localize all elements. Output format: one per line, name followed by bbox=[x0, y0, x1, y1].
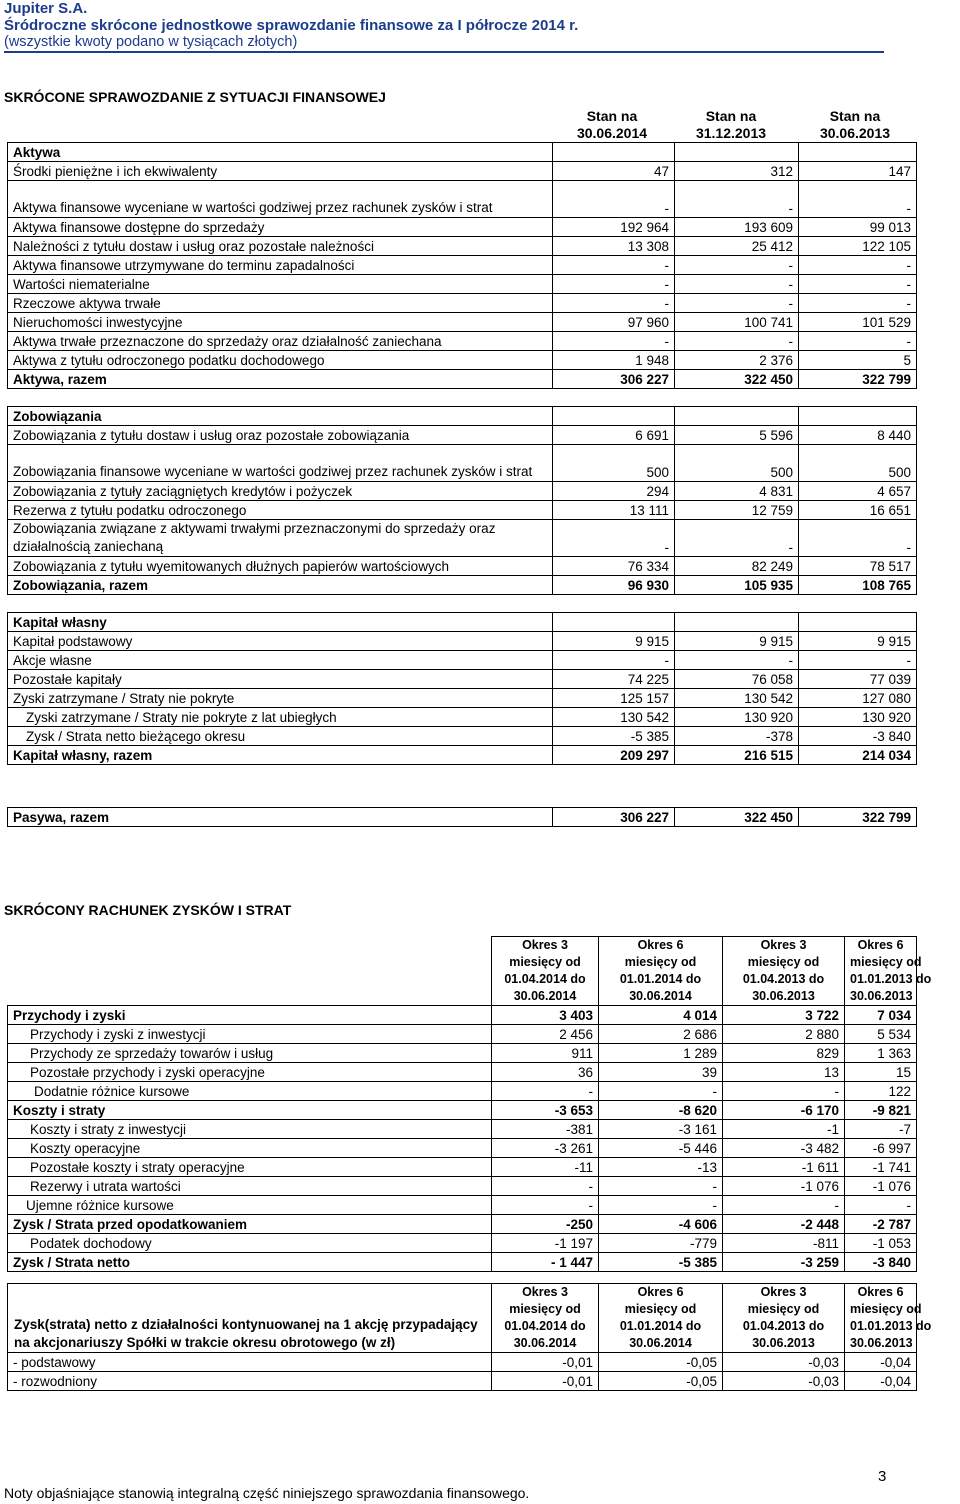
row-label: - podstawowy bbox=[8, 1353, 492, 1372]
row-value: Okres 3 miesięcy od 01.04.2014 do 30.06.2014 bbox=[492, 1284, 599, 1353]
pnl-row bbox=[8, 1082, 917, 1101]
row-value: 125 157 bbox=[553, 689, 675, 708]
row-value: 2 376 bbox=[675, 351, 799, 370]
row-value: - bbox=[492, 1196, 599, 1215]
row-value: 500 bbox=[675, 445, 799, 482]
row-value: 322 799 bbox=[799, 370, 917, 389]
row-value: 5 bbox=[799, 351, 917, 370]
row-value: -3 261 bbox=[492, 1139, 599, 1158]
pnl-row bbox=[8, 1158, 917, 1177]
balance-row bbox=[8, 445, 917, 482]
row-value: 8 440 bbox=[799, 426, 917, 445]
row-label bbox=[8, 937, 492, 1006]
row-value: -3 840 bbox=[799, 727, 917, 746]
row-value: -0,04 bbox=[845, 1372, 917, 1391]
row-value: -0,05 bbox=[599, 1353, 723, 1372]
eps-header-row bbox=[8, 1284, 917, 1353]
eps-row bbox=[8, 1372, 917, 1391]
balance-row bbox=[8, 689, 917, 708]
row-value: -2 787 bbox=[845, 1215, 917, 1234]
row-label: Wartości niematerialne bbox=[8, 275, 553, 294]
spacer-row bbox=[8, 595, 917, 613]
row-value: 122 bbox=[845, 1082, 917, 1101]
eps-table bbox=[7, 1283, 932, 1391]
row-value: 13 111 bbox=[553, 501, 675, 520]
pnl-row bbox=[8, 1139, 917, 1158]
header-rule bbox=[4, 51, 884, 53]
row-value: Okres 3 miesięcy od 01.04.2013 do 30.06.2013 bbox=[723, 1284, 845, 1353]
row-value: Okres 3 miesięcy od 01.04.2013 do 30.06.2013 bbox=[723, 937, 845, 1006]
row-value: - bbox=[492, 1177, 599, 1196]
row-value: -0,03 bbox=[723, 1372, 845, 1391]
balance-col-3: Stan na 30.06.2013 bbox=[819, 108, 891, 141]
row-value: -5 385 bbox=[599, 1253, 723, 1272]
row-value: 78 517 bbox=[799, 557, 917, 576]
row-value: -1 611 bbox=[723, 1158, 845, 1177]
row-value: - bbox=[723, 1196, 845, 1215]
row-value: 1 289 bbox=[599, 1044, 723, 1063]
row-value: -3 840 bbox=[845, 1253, 917, 1272]
row-value bbox=[553, 407, 675, 426]
row-value: -811 bbox=[723, 1234, 845, 1253]
balance-row bbox=[8, 162, 917, 181]
row-value: 306 227 bbox=[553, 808, 675, 827]
row-value: - bbox=[553, 294, 675, 313]
row-value: - bbox=[553, 256, 675, 275]
row-value: 77 039 bbox=[799, 670, 917, 689]
row-value: Okres 6 miesięcy od 01.01.2013 do 30.06.2013 bbox=[845, 1284, 917, 1353]
balance-row bbox=[8, 332, 917, 351]
pnl-row bbox=[8, 1006, 917, 1025]
row-label: Aktywa, razem bbox=[8, 370, 553, 389]
row-value: 9 915 bbox=[675, 632, 799, 651]
row-value: 193 609 bbox=[675, 218, 799, 237]
balance-col-2: Stan na 31.12.2013 bbox=[695, 108, 767, 141]
balance-col-1: Stan na 30.06.2014 bbox=[576, 108, 648, 141]
row-label bbox=[8, 389, 553, 407]
balance-row bbox=[8, 501, 917, 520]
row-value: 9 915 bbox=[799, 632, 917, 651]
row-label: Koszty i straty bbox=[8, 1101, 492, 1120]
balance-row bbox=[8, 557, 917, 576]
row-label: Należności z tytułu dostaw i usług oraz pozostałe należności bbox=[8, 237, 553, 256]
row-value bbox=[799, 613, 917, 632]
row-value: - bbox=[799, 520, 917, 557]
row-value: Okres 3 miesięcy od 01.04.2014 do 30.06.2014 bbox=[492, 937, 599, 1006]
row-value: - bbox=[675, 275, 799, 294]
row-value: Okres 6 miesięcy od 01.01.2014 do 30.06.2014 bbox=[599, 1284, 723, 1353]
row-value: -1 741 bbox=[845, 1158, 917, 1177]
report-subtitle: Śródroczne skrócone jednostkowe sprawozdanie finansowe za I półrocze 2014 r. bbox=[4, 17, 579, 34]
spacer-row bbox=[8, 765, 917, 808]
pnl-row bbox=[8, 1044, 917, 1063]
row-value: 96 930 bbox=[553, 576, 675, 595]
row-label: Zobowiązania z tytuły zaciągniętych kredytów i pożyczek bbox=[8, 482, 553, 501]
row-label: Rzeczowe aktywa trwałe bbox=[8, 294, 553, 313]
row-value: -1 197 bbox=[492, 1234, 599, 1253]
row-value bbox=[675, 613, 799, 632]
row-value: 13 308 bbox=[553, 237, 675, 256]
balance-row bbox=[8, 482, 917, 501]
row-value: Okres 6 miesięcy od 01.01.2014 do 30.06.2014 bbox=[599, 937, 723, 1006]
row-value: 16 651 bbox=[799, 501, 917, 520]
row-label: Zobowiązania z tytułu dostaw i usług oraz pozostałe zobowiązania bbox=[8, 426, 553, 445]
row-value: -0,05 bbox=[599, 1372, 723, 1391]
row-value: -1 076 bbox=[723, 1177, 845, 1196]
pnl-row bbox=[8, 1025, 917, 1044]
row-value: 216 515 bbox=[675, 746, 799, 765]
row-label: Przychody ze sprzedaży towarów i usług bbox=[8, 1044, 492, 1063]
row-value: 9 915 bbox=[553, 632, 675, 651]
row-value: - bbox=[553, 520, 675, 557]
balance-row bbox=[8, 426, 917, 445]
row-value: - bbox=[675, 651, 799, 670]
row-value: 13 bbox=[723, 1063, 845, 1082]
row-value: 1 948 bbox=[553, 351, 675, 370]
row-value: -1 053 bbox=[845, 1234, 917, 1253]
row-label: Zysk(strata) netto z działalności kontynuowanej na 1 akcję przypadający na akcjonariuszy Spółki w trakcie okresu obrotowego (w zł) bbox=[8, 1284, 492, 1353]
row-value: -6 997 bbox=[845, 1139, 917, 1158]
row-value: -9 821 bbox=[845, 1101, 917, 1120]
row-value: Okres 6 miesięcy od 01.01.2013 do 30.06.2013 bbox=[845, 937, 917, 1006]
row-label: Zobowiązania z tytułu wyemitowanych dłużnych papierów wartościowych bbox=[8, 557, 553, 576]
row-value: 829 bbox=[723, 1044, 845, 1063]
row-label: Kapitał własny, razem bbox=[8, 746, 553, 765]
row-value bbox=[553, 389, 675, 407]
row-value: 214 034 bbox=[799, 746, 917, 765]
pnl-row bbox=[8, 1196, 917, 1215]
balance-row bbox=[8, 256, 917, 275]
row-value: 15 bbox=[845, 1063, 917, 1082]
balance-row bbox=[8, 651, 917, 670]
row-value: - bbox=[599, 1082, 723, 1101]
row-label: Zyski zatrzymane / Straty nie pokryte bbox=[8, 689, 553, 708]
row-value: -11 bbox=[492, 1158, 599, 1177]
balance-row bbox=[8, 576, 917, 595]
page-number: 3 bbox=[878, 1468, 887, 1485]
row-value bbox=[553, 765, 675, 808]
row-value: -378 bbox=[675, 727, 799, 746]
row-value: -3 482 bbox=[723, 1139, 845, 1158]
row-label: Zobowiązania finansowe wyceniane w wartości godziwej przez rachunek zysków i strat bbox=[8, 445, 553, 482]
row-value: 76 058 bbox=[675, 670, 799, 689]
row-value: - bbox=[799, 332, 917, 351]
row-value bbox=[675, 143, 799, 162]
row-value: -381 bbox=[492, 1120, 599, 1139]
row-label: Aktywa trwałe przeznaczone do sprzedaży oraz działalność zaniechana bbox=[8, 332, 553, 351]
row-label: Rezerwy i utrata wartości bbox=[8, 1177, 492, 1196]
row-value: -4 606 bbox=[599, 1215, 723, 1234]
row-label: Zyski zatrzymane / Straty nie pokryte z lat ubiegłych bbox=[8, 708, 553, 727]
row-label: Koszty operacyjne bbox=[8, 1139, 492, 1158]
balance-row bbox=[8, 275, 917, 294]
row-label: Koszty i straty z inwestycji bbox=[8, 1120, 492, 1139]
balance-sheet-title: SKRÓCONE SPRAWOZDANIE Z SYTUACJI FINANSOWEJ bbox=[4, 89, 386, 105]
row-value: - bbox=[675, 256, 799, 275]
balance-row bbox=[8, 520, 917, 557]
row-value: - bbox=[492, 1082, 599, 1101]
row-label: Zysk / Strata netto bieżącego okresu bbox=[8, 727, 553, 746]
row-value: 4 831 bbox=[675, 482, 799, 501]
row-value: - bbox=[799, 651, 917, 670]
row-value: 82 249 bbox=[675, 557, 799, 576]
row-value: 192 964 bbox=[553, 218, 675, 237]
balance-row bbox=[8, 746, 917, 765]
row-value: 4 014 bbox=[599, 1006, 723, 1025]
pnl-row bbox=[8, 1234, 917, 1253]
row-value: -1 bbox=[723, 1120, 845, 1139]
row-value: - bbox=[553, 651, 675, 670]
row-value: 130 542 bbox=[553, 708, 675, 727]
pnl-row bbox=[8, 1101, 917, 1120]
equity-header bbox=[8, 613, 917, 632]
row-value: - bbox=[599, 1177, 723, 1196]
balance-row bbox=[8, 808, 917, 827]
row-value: - bbox=[675, 332, 799, 351]
row-value: - bbox=[799, 181, 917, 218]
row-value: - bbox=[553, 181, 675, 218]
row-value: 3 722 bbox=[723, 1006, 845, 1025]
row-value: 5 534 bbox=[845, 1025, 917, 1044]
row-value: 47 bbox=[553, 162, 675, 181]
balance-row bbox=[8, 632, 917, 651]
balance-row bbox=[8, 351, 917, 370]
row-value: 322 450 bbox=[675, 370, 799, 389]
row-value: 7 034 bbox=[845, 1006, 917, 1025]
row-value: 74 225 bbox=[553, 670, 675, 689]
row-value bbox=[799, 765, 917, 808]
row-value: -5 446 bbox=[599, 1139, 723, 1158]
row-value: 100 741 bbox=[675, 313, 799, 332]
row-value: - bbox=[799, 275, 917, 294]
row-value bbox=[553, 143, 675, 162]
row-value: - bbox=[845, 1196, 917, 1215]
pnl-row bbox=[8, 1120, 917, 1139]
row-value: -0,01 bbox=[492, 1372, 599, 1391]
row-value bbox=[799, 595, 917, 613]
row-value: 2 456 bbox=[492, 1025, 599, 1044]
row-value: 99 013 bbox=[799, 218, 917, 237]
balance-row bbox=[8, 294, 917, 313]
eps-row bbox=[8, 1353, 917, 1372]
balance-row bbox=[8, 237, 917, 256]
row-value: 209 297 bbox=[553, 746, 675, 765]
income-statement-table bbox=[7, 936, 932, 1272]
row-value: - bbox=[799, 294, 917, 313]
row-value: 147 bbox=[799, 162, 917, 181]
row-value: 101 529 bbox=[799, 313, 917, 332]
row-value: 2 880 bbox=[723, 1025, 845, 1044]
row-value bbox=[675, 389, 799, 407]
row-value: - bbox=[553, 275, 675, 294]
row-value: 130 920 bbox=[799, 708, 917, 727]
row-value: -0,04 bbox=[845, 1353, 917, 1372]
balance-row bbox=[8, 181, 917, 218]
row-value: -0,03 bbox=[723, 1353, 845, 1372]
pnl-row bbox=[8, 1063, 917, 1082]
row-label: Akcje własne bbox=[8, 651, 553, 670]
pnl-column-header bbox=[8, 937, 917, 1006]
row-value: - bbox=[553, 332, 675, 351]
row-label: Zobowiązania, razem bbox=[8, 576, 553, 595]
row-value: -2 448 bbox=[723, 1215, 845, 1234]
row-value: 122 105 bbox=[799, 237, 917, 256]
row-value: 306 227 bbox=[553, 370, 675, 389]
row-value: 105 935 bbox=[675, 576, 799, 595]
row-label: Aktywa bbox=[8, 143, 553, 162]
row-value: - bbox=[799, 256, 917, 275]
row-label: Aktywa z tytułu odroczonego podatku dochodowego bbox=[8, 351, 553, 370]
row-value: 12 759 bbox=[675, 501, 799, 520]
row-value bbox=[675, 765, 799, 808]
row-value: -3 259 bbox=[723, 1253, 845, 1272]
row-label: Zysk / Strata przed opodatkowaniem bbox=[8, 1215, 492, 1234]
row-label: Zobowiązania związane z aktywami trwałymi przeznaczonymi do sprzedaży oraz działalnością zaniechaną bbox=[8, 520, 553, 557]
row-value: 97 960 bbox=[553, 313, 675, 332]
row-value: - bbox=[599, 1196, 723, 1215]
row-label: Zobowiązania bbox=[8, 407, 553, 426]
row-label: Kapitał podstawowy bbox=[8, 632, 553, 651]
balance-row bbox=[8, 218, 917, 237]
row-value bbox=[799, 389, 917, 407]
row-value: 108 765 bbox=[799, 576, 917, 595]
row-value: -8 620 bbox=[599, 1101, 723, 1120]
row-value: 294 bbox=[553, 482, 675, 501]
pnl-row bbox=[8, 1215, 917, 1234]
row-value: 127 080 bbox=[799, 689, 917, 708]
balance-row bbox=[8, 370, 917, 389]
row-label bbox=[8, 765, 553, 808]
row-value: -779 bbox=[599, 1234, 723, 1253]
row-label: Pozostałe przychody i zyski operacyjne bbox=[8, 1063, 492, 1082]
row-value: -250 bbox=[492, 1215, 599, 1234]
row-value: - 1 447 bbox=[492, 1253, 599, 1272]
row-value: -13 bbox=[599, 1158, 723, 1177]
row-label: Podatek dochodowy bbox=[8, 1234, 492, 1253]
row-value: 1 363 bbox=[845, 1044, 917, 1063]
income-statement-title: SKRÓCONY RACHUNEK ZYSKÓW I STRAT bbox=[4, 902, 292, 918]
row-value: -1 076 bbox=[845, 1177, 917, 1196]
row-value: 3 403 bbox=[492, 1006, 599, 1025]
row-label: - rozwodniony bbox=[8, 1372, 492, 1391]
balance-row bbox=[8, 708, 917, 727]
row-label: Aktywa finansowe wyceniane w wartości godziwej przez rachunek zysków i strat bbox=[8, 181, 553, 218]
row-value: -3 161 bbox=[599, 1120, 723, 1139]
pnl-row bbox=[8, 1253, 917, 1272]
row-value: 312 bbox=[675, 162, 799, 181]
balance-sheet-table bbox=[7, 142, 917, 827]
assets-header bbox=[8, 143, 917, 162]
row-value: -6 170 bbox=[723, 1101, 845, 1120]
row-label: Zysk / Strata netto bbox=[8, 1253, 492, 1272]
row-value bbox=[799, 143, 917, 162]
row-value: 322 450 bbox=[675, 808, 799, 827]
pnl-row bbox=[8, 1177, 917, 1196]
row-value: 130 542 bbox=[675, 689, 799, 708]
row-label: Kapitał własny bbox=[8, 613, 553, 632]
balance-row bbox=[8, 313, 917, 332]
row-value: - bbox=[675, 294, 799, 313]
liabilities-header bbox=[8, 407, 917, 426]
row-value: 130 920 bbox=[675, 708, 799, 727]
row-label: Nieruchomości inwestycyjne bbox=[8, 313, 553, 332]
row-value: -7 bbox=[845, 1120, 917, 1139]
currency-note: (wszystkie kwoty podano w tysiącach złotych) bbox=[4, 34, 298, 50]
row-label: Rezerwa z tytułu podatku odroczonego bbox=[8, 501, 553, 520]
row-value: 5 596 bbox=[675, 426, 799, 445]
row-label: Środki pieniężne i ich ekwiwalenty bbox=[8, 162, 553, 181]
row-value: 500 bbox=[799, 445, 917, 482]
footer-note: Noty objaśniające stanowią integralną część niniejszego sprawozdania finansowego. bbox=[4, 1485, 530, 1501]
row-value bbox=[675, 595, 799, 613]
row-label bbox=[8, 595, 553, 613]
row-label: Aktywa finansowe dostępne do sprzedaży bbox=[8, 218, 553, 237]
row-value: -0,01 bbox=[492, 1353, 599, 1372]
row-label: Dodatnie różnice kursowe bbox=[8, 1082, 492, 1101]
row-label: Pasywa, razem bbox=[8, 808, 553, 827]
balance-row bbox=[8, 670, 917, 689]
row-value: 25 412 bbox=[675, 237, 799, 256]
row-value: 2 686 bbox=[599, 1025, 723, 1044]
row-value bbox=[553, 613, 675, 632]
row-value: - bbox=[723, 1082, 845, 1101]
row-value: - bbox=[675, 520, 799, 557]
row-value: 39 bbox=[599, 1063, 723, 1082]
row-value: -5 385 bbox=[553, 727, 675, 746]
row-value bbox=[553, 595, 675, 613]
company-name: Jupiter S.A. bbox=[4, 0, 88, 17]
row-value: 500 bbox=[553, 445, 675, 482]
balance-row bbox=[8, 727, 917, 746]
row-label: Przychody i zyski z inwestycji bbox=[8, 1025, 492, 1044]
row-value bbox=[675, 407, 799, 426]
row-label: Pozostałe koszty i straty operacyjne bbox=[8, 1158, 492, 1177]
row-label: Przychody i zyski bbox=[8, 1006, 492, 1025]
document-header bbox=[4, 0, 578, 51]
row-label: Pozostałe kapitały bbox=[8, 670, 553, 689]
row-value: -3 653 bbox=[492, 1101, 599, 1120]
row-value: 322 799 bbox=[799, 808, 917, 827]
row-value: 76 334 bbox=[553, 557, 675, 576]
row-value bbox=[799, 407, 917, 426]
row-value: 4 657 bbox=[799, 482, 917, 501]
row-value: 36 bbox=[492, 1063, 599, 1082]
row-label: Ujemne różnice kursowe bbox=[8, 1196, 492, 1215]
row-value: - bbox=[675, 181, 799, 218]
row-value: 6 691 bbox=[553, 426, 675, 445]
spacer-row bbox=[8, 389, 917, 407]
row-value: 911 bbox=[492, 1044, 599, 1063]
row-label: Aktywa finansowe utrzymywane do terminu zapadalności bbox=[8, 256, 553, 275]
